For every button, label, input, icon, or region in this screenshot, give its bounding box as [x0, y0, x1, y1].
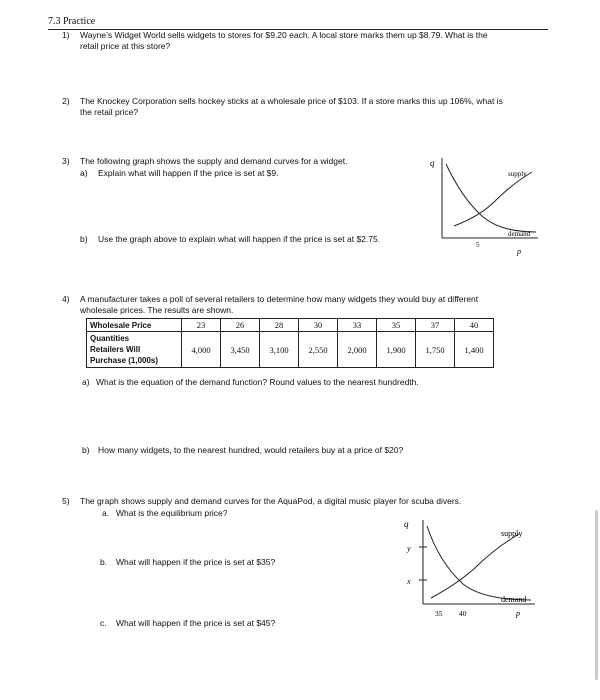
q5-x-tick-35: 35 — [435, 609, 443, 618]
table-cell-price: 26 — [221, 319, 260, 332]
q4-number: 4) — [62, 294, 70, 304]
scrollbar[interactable] — [595, 510, 598, 680]
table-row-prices — [87, 319, 494, 332]
q5-x-axis-label: p — [516, 609, 520, 618]
q5-y-axis-label: q — [404, 519, 409, 529]
q5-demand-label: demand — [501, 595, 527, 604]
q4-text-line1: A manufacturer takes a poll of several retailers to determine how many widgets they would buy at different — [80, 294, 479, 304]
q5-x-tick-40: 40 — [459, 609, 467, 618]
q3-x-tick: 5 — [476, 241, 480, 249]
q5-y-tick-label: y — [407, 544, 411, 553]
table-cell-price: 40 — [455, 319, 494, 332]
table-cell-quantity: 4,000 — [182, 332, 221, 368]
q5-supply-curve — [431, 534, 519, 598]
q5-supply-label: supply — [501, 529, 523, 538]
q3-number: 3) — [62, 156, 70, 166]
table-header-quantities-line2: Retailers Will — [90, 345, 141, 354]
q3-supply-label: supply — [508, 170, 527, 178]
page-title: 7.3 Practice — [48, 16, 548, 30]
table-cell-quantity: 3,450 — [221, 332, 260, 368]
table-header-quantities-line3: Purchase (1,000s) — [90, 356, 159, 365]
table-cell-quantity: 1,400 — [455, 332, 494, 368]
q2-text-line2: the retail price? — [80, 107, 139, 117]
q4-text-line2: wholesale prices. The results are shown. — [80, 305, 234, 315]
q5c-label: c. — [100, 618, 107, 628]
table-cell-price: 23 — [182, 319, 221, 332]
q4-data-table — [86, 318, 494, 368]
q4a-text: What is the equation of the demand function? Round values to the nearest hundredth. — [96, 377, 419, 387]
q5b-text: What will happen if the price is set at $35? — [116, 557, 276, 567]
table-cell-quantity: 2,000 — [338, 332, 377, 368]
q3b-text: Use the graph above to explain what will happen if the price is set at $2.75. — [98, 234, 381, 244]
table-cell-price: 35 — [377, 319, 416, 332]
q5-text-line1: The graph shows supply and demand curves for the AquaPod, a digital music player for scuba divers. — [80, 496, 462, 506]
q3-x-axis-label: p — [517, 247, 521, 256]
q2-text-line1: The Knockey Corporation sells hockey sticks at a wholesale price of $103. If a store marks this up 106%, what is — [80, 96, 503, 106]
q5-x-tick-label: x — [407, 577, 411, 586]
q1-text-line2: retail price at this store? — [80, 41, 171, 51]
q5a-text: What is the equilibrium price? — [116, 508, 228, 518]
q3a-label: a) — [80, 168, 88, 178]
table-cell-quantity: 3,100 — [260, 332, 299, 368]
table-header-price: Wholesale Price — [87, 319, 182, 332]
q5-number: 5) — [62, 496, 70, 506]
q3-supply-demand-graph — [420, 150, 550, 260]
table-cell-quantity: 1,750 — [416, 332, 455, 368]
q5c-text: What will happen if the price is set at $45? — [116, 618, 276, 628]
q5b-label: b. — [100, 557, 108, 567]
q4a-label: a) — [82, 377, 90, 387]
q3-supply-curve — [454, 172, 532, 226]
table-cell-price: 37 — [416, 319, 455, 332]
q3-y-axis-label: q — [430, 158, 435, 168]
table-cell-quantity: 2,550 — [299, 332, 338, 368]
q3-text-line1: The following graph shows the supply and demand curves for a widget. — [80, 156, 348, 166]
q4b-label: b) — [82, 445, 90, 455]
q5a-label: a. — [102, 508, 110, 518]
q1-number: 1) — [62, 30, 70, 40]
q5-supply-demand-graph — [395, 512, 550, 624]
table-header-quantities-line1: Quantities — [90, 334, 130, 343]
q3a-text: Explain what will happen if the price is set at $9. — [98, 168, 279, 178]
table-cell-quantity: 1,900 — [377, 332, 416, 368]
table-cell-price: 30 — [299, 319, 338, 332]
q3b-label: b) — [80, 234, 88, 244]
table-header-quantities — [87, 332, 182, 368]
table-cell-price: 33 — [338, 319, 377, 332]
q2-number: 2) — [62, 96, 70, 106]
q4b-text: How many widgets, to the nearest hundred, would retailers buy at a price of $20? — [98, 445, 404, 455]
table-cell-price: 28 — [260, 319, 299, 332]
table-row-quantities — [87, 332, 494, 368]
q3-demand-label: demand — [508, 230, 531, 238]
q1-text-line1: Wayne’s Widget World sells widgets to stores for $9.20 each. A local store marks them up $8.79. What is the — [80, 30, 488, 40]
